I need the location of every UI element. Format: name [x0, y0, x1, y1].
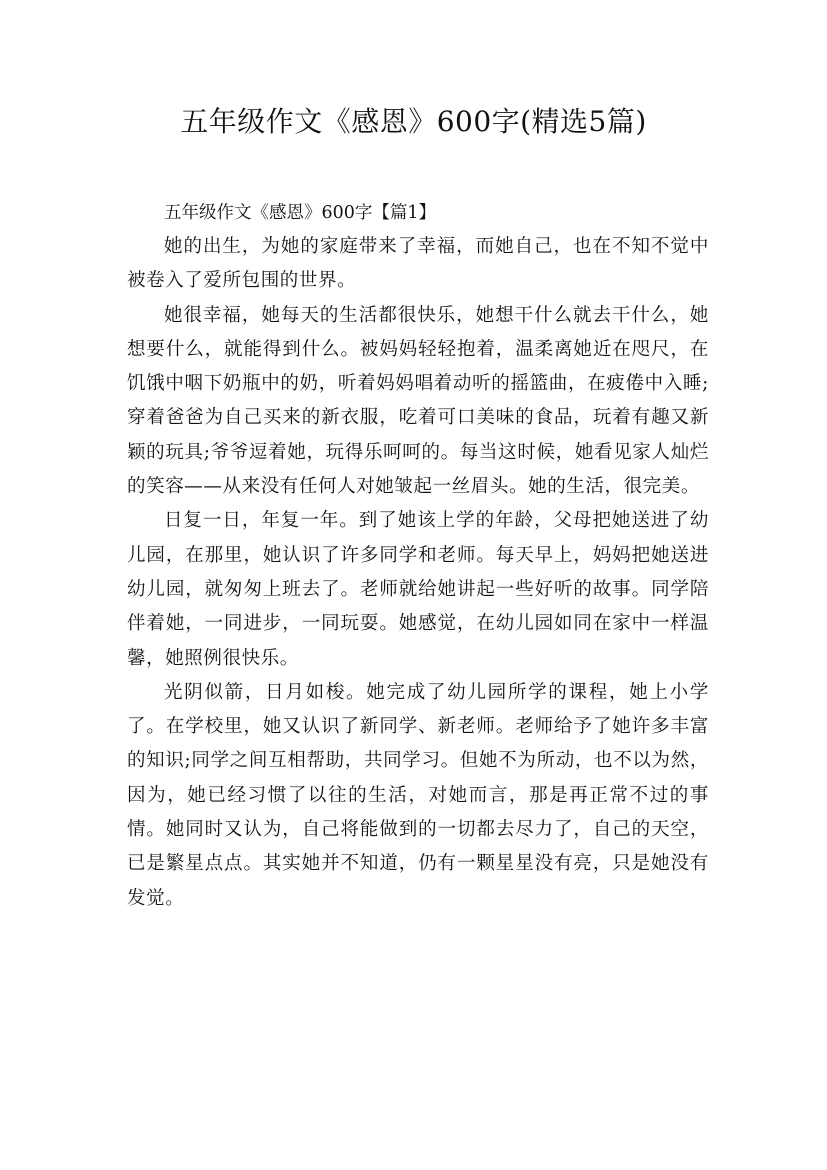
- paragraph: 光阴似箭，日月如梭。她完成了幼儿园所学的课程，她上小学了。在学校里，她又认识了新同学、新老师。老师给予了她许多丰富的知识;同学之间互相帮助，共同学习。但她不为所动，也不以为然，因为，她已经习惯了以往的生活，对她而言，那是再正常不过的事情。她同时又认为，自己将能做到的一切都去尽力了，自己的天空，已是繁星点点。其实她并不知道，仍有一颗星星没有亮，只是她没有发觉。: [127, 681, 709, 909]
- document-title: 五年级作文《感恩》600字(精选5篇): [180, 105, 647, 138]
- section-heading: 五年级作文《感恩》600字【篇1】: [164, 203, 437, 223]
- paragraph: 她的出生，为她的家庭带来了幸福，而她自己，也在不知不觉中被卷入了爱所包围的世界。: [127, 236, 709, 292]
- paragraph: 她很幸福，她每天的生活都很快乐，她想干什么就去干什么，她想要什么，就能得到什么。被妈妈轻轻抱着，温柔离她近在咫尺，在饥饿中咽下奶瓶中的奶，听着妈妈唱着动听的摇篮曲，在疲倦中入睡;穿着爸爸为自己买来的新衣服，吃着可口美味的食品，玩着有趣又新颖的玩具;爷爷逗着她，玩得乐呵呵的。每当这时候，她看见家人灿烂的笑容——从来没有任何人对她皱起一丝眉头。她的生活，很完美。: [127, 304, 709, 498]
- document-body: [127, 196, 709, 916]
- paragraph: 日复一日，年复一年。到了她该上学的年龄，父母把她送进了幼儿园，在那里，她认识了许多同学和老师。每天早上，妈妈把她送进幼儿园，就匆匆上班去了。老师就给她讲起一些好听的故事。同学陪伴着她，一同进步，一同玩耍。她感觉，在幼儿园如同在家中一样温馨，她照例很快乐。: [127, 510, 709, 669]
